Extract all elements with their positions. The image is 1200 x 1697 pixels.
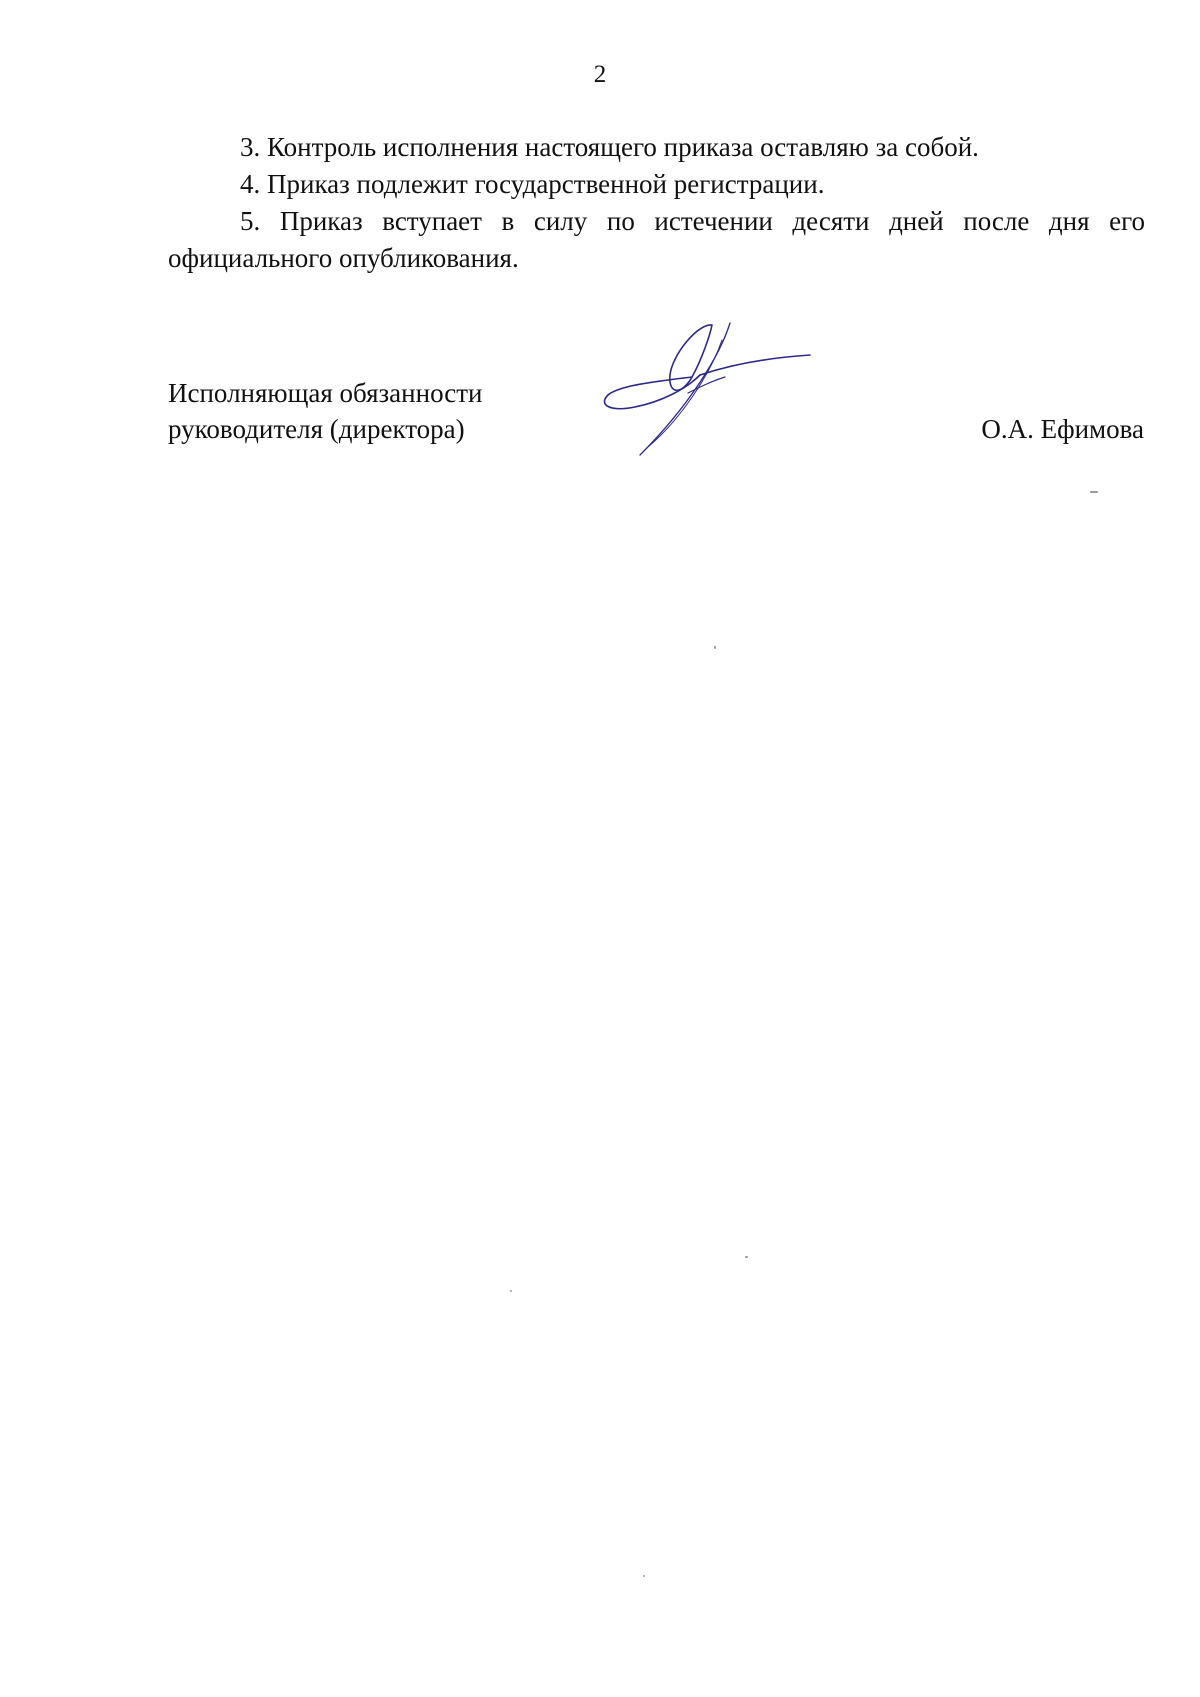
signatory-position	[168, 375, 482, 447]
paragraph-4: 4. Приказ подлежит государственной регистрации.	[240, 169, 825, 199]
page-number: 2	[593, 61, 607, 88]
scan-speck	[510, 1290, 512, 1292]
handwritten-signature	[600, 315, 830, 465]
order-body	[168, 129, 1145, 277]
scan-speck	[1090, 491, 1098, 493]
signatory-name: О.А. Ефимова	[981, 414, 1144, 444]
scan-speck	[745, 1256, 748, 1258]
position-line-2: руководителя (директора)	[168, 414, 465, 444]
paragraph-5: 5. Приказ вступает в силу по истечении десяти дней после дня его официального опубликования.	[168, 206, 1145, 273]
paragraph-3: 3. Контроль исполнения настоящего приказа оставляю за собой.	[240, 132, 979, 162]
scan-speck	[714, 646, 716, 649]
scan-speck	[643, 1575, 645, 1577]
position-line-1: Исполняющая обязанности	[168, 378, 483, 408]
